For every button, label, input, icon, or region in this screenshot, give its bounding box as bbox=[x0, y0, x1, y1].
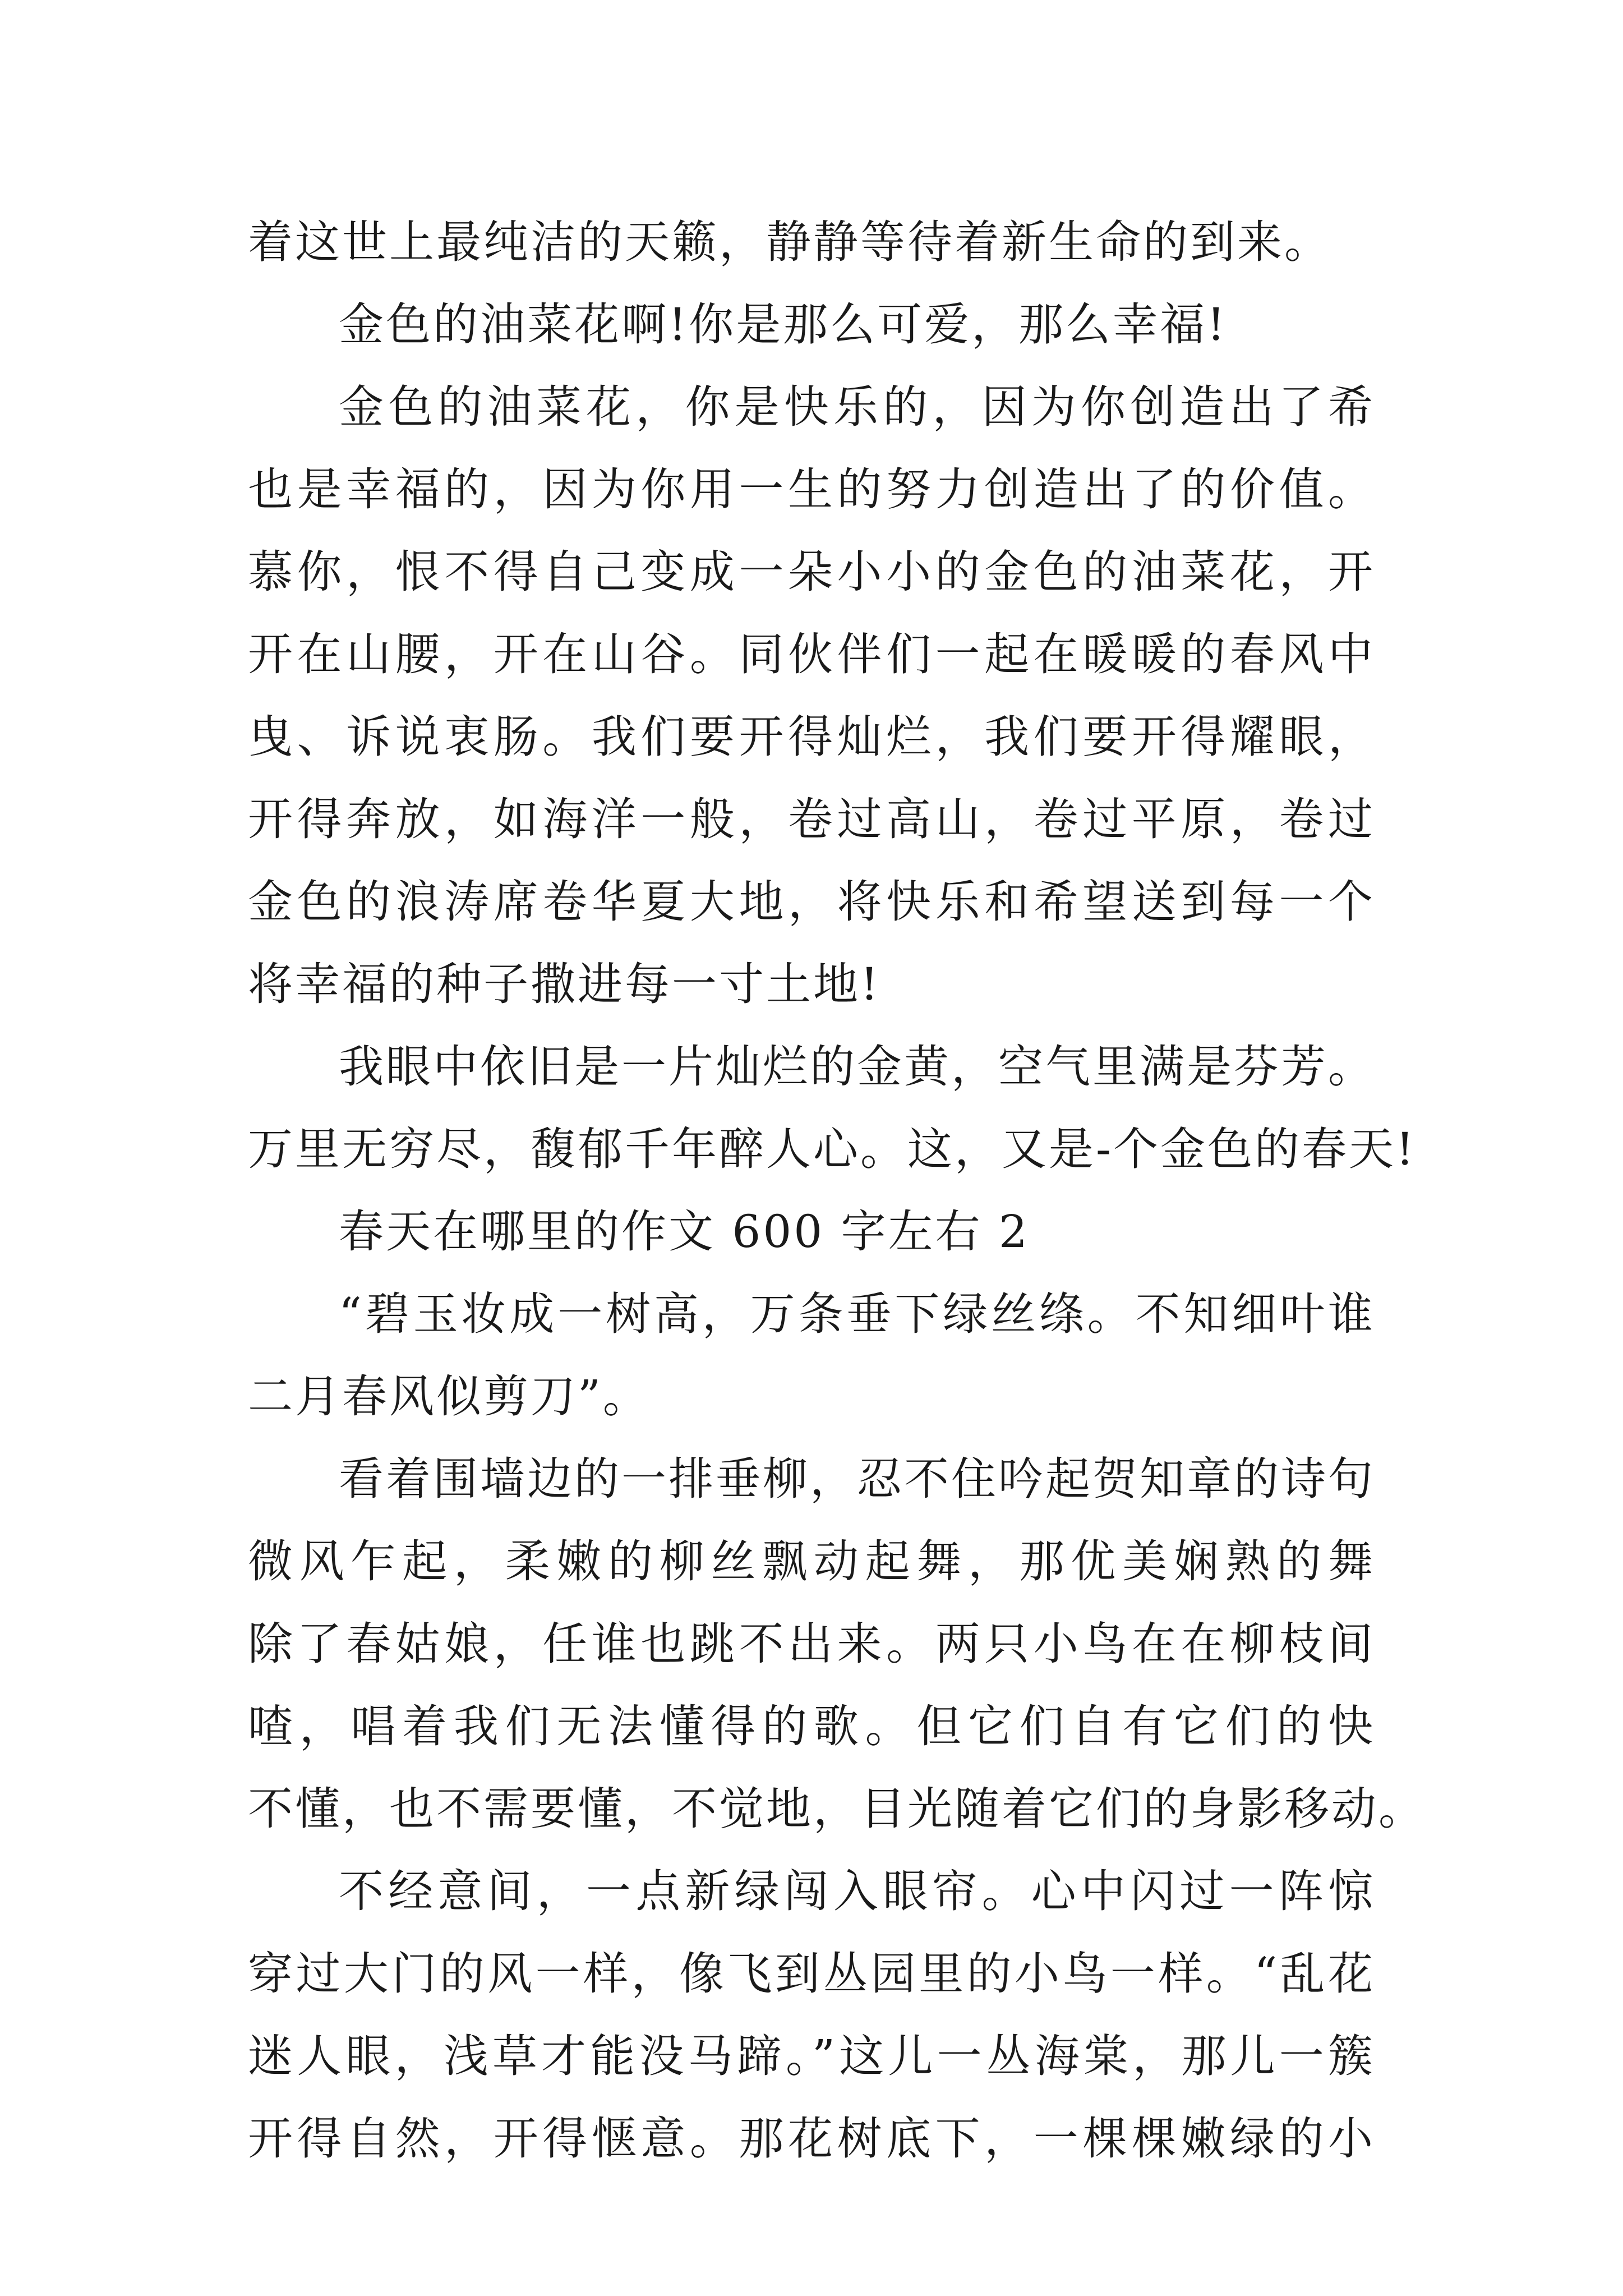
text-line: 开在山腰，开在山谷。同伙伴们一起在暖暖的春风中 bbox=[248, 628, 1375, 680]
text-line: 除了春姑娘，任谁也跳不出来。两只小鸟在在柳枝间 bbox=[248, 1618, 1375, 1670]
text-line: “碧玉妆成一树高，万条垂下绿丝绦。不知细叶谁 bbox=[339, 1288, 1375, 1340]
text-line: 我眼中依旧是一片灿烂的金黄，空气里满是芬芳。 bbox=[339, 1041, 1375, 1093]
text-line: 将幸福的种子撒进每一寸土地! bbox=[248, 958, 881, 1010]
text-line: 春天在哪里的作文 600 字左右 2 bbox=[339, 1205, 1030, 1258]
text-line: 迷人眼，浅草才能没马蹄。”这儿一丛海棠，那儿一簇 bbox=[248, 2030, 1375, 2082]
text-line: 金色的浪涛席卷华夏大地，将快乐和希望送到每一个 bbox=[248, 876, 1375, 928]
text-line: 穿过大门的风一样，像飞到丛园里的小鸟一样。“乱花 bbox=[248, 1948, 1375, 2000]
text-line: 也是幸福的，因为你用一生的努力创造出了的价值。 bbox=[248, 463, 1375, 516]
essay-text bbox=[248, 201, 1426, 2180]
text-line: 二月春风似剪刀”。 bbox=[248, 1370, 650, 1423]
text-line: 开得奔放，如海洋一般，卷过高山，卷过平原，卷过 bbox=[248, 793, 1375, 845]
text-line: 慕你，恨不得自己变成一朵小小的金色的油菜花，开 bbox=[248, 546, 1375, 598]
text-line: 曳、诉说衷肠。我们要开得灿烂，我们要开得耀眼， bbox=[248, 711, 1375, 763]
text-line: 微风乍起，柔嫩的柳丝飘动起舞，那优美娴熟的舞 bbox=[248, 1535, 1375, 1588]
text-line: 金色的油菜花，你是快乐的，因为你创造出了希 bbox=[339, 381, 1375, 433]
text-line: 不懂，也不需要懂，不觉地，目光随着它们的身影移动。 bbox=[248, 1783, 1426, 1835]
text-line: 不经意间，一点新绿闯入眼帘。心中闪过一阵惊 bbox=[339, 1865, 1375, 1917]
text-line: 开得自然，开得惬意。那花树底下，一棵棵嫩绿的小 bbox=[248, 2113, 1375, 2165]
text-line: 着这世上最纯洁的天籁，静静等待着新生命的到来。 bbox=[248, 216, 1331, 268]
text-line: 看着围墙边的一排垂柳，忍不住吟起贺知章的诗句 bbox=[339, 1453, 1375, 1505]
text-line: 万里无穷尽，馥郁千年醉人心。这，又是-个金色的春天! bbox=[248, 1123, 1417, 1175]
text-line: 喳，唱着我们无法懂得的歌。但它们自有它们的快 bbox=[248, 1700, 1375, 1752]
text-line: 金色的油菜花啊!你是那么可爱，那么幸福! bbox=[339, 298, 1228, 351]
